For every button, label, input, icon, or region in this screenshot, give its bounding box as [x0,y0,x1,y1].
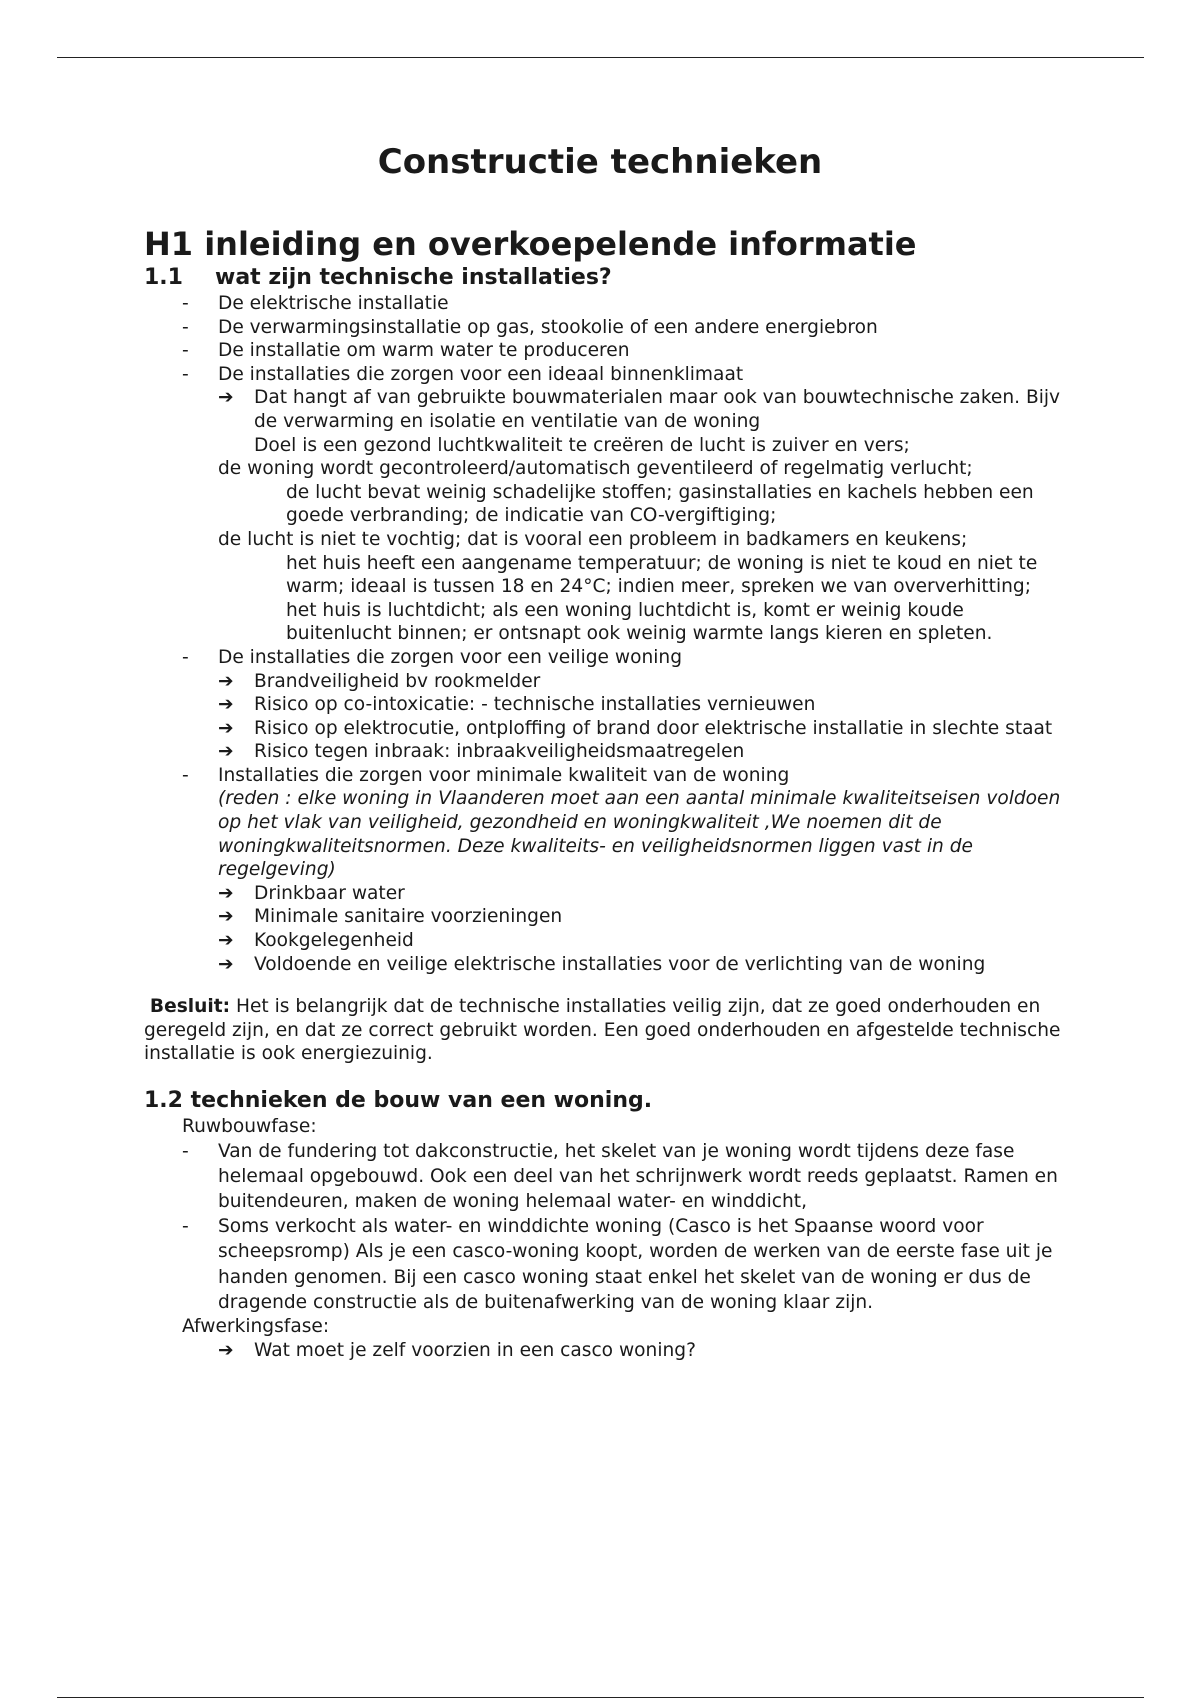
arrow-item [144,670,1064,694]
arrow-right-icon: ➔ [218,717,234,739]
header-rule [57,57,1144,58]
conclusion-label: Besluit: [149,996,231,1018]
arrow-right-icon: ➔ [218,906,234,928]
climate-point: het huis is luchtdicht; als een woning luchtdicht is, komt er weinig koude buitenlucht binnen; er ontsnapt ook weinig warmte langs kieren en spleten. [286,599,993,645]
arrow-item [144,1339,1064,1363]
section-title: wat zijn technische installaties? [215,265,612,290]
arrow-item-text: Brandveiligheid bv rookmelder [254,670,541,692]
conclusion-paragraph [144,995,1064,1066]
climate-goal: Doel is een gezond luchtkwaliteit te creëren de lucht is zuiver en vers; [254,434,910,456]
phase-label: Ruwbouwfase: [182,1116,317,1137]
list-item: - Installaties die zorgen voor minimale kwaliteit van de woning [144,764,1064,788]
arrow-item-text: Risico op co-intoxicatie: - technische installaties vernieuwen [254,694,816,716]
arrow-right-icon: ➔ [218,953,234,975]
arrow-item [144,882,1064,906]
arrow-item [144,717,1064,741]
climate-point: de woning wordt gecontroleerd/automatisch geventileerd of regelmatig verlucht; [218,458,973,480]
section-heading-1-1 [144,264,1064,292]
arrow-item [144,386,1064,433]
list-item: - De elektrische installatie [144,292,1064,316]
arrow-item-text: Voldoende en veilige elektrische installaties voor de verlichting van de woning [254,953,986,975]
phase-label: Afwerkingsfase: [182,1316,330,1338]
arrow-right-icon: ➔ [218,741,234,763]
chapter-heading: H1 inleiding en overkoepelende informatie [144,225,917,263]
list-item: - De installaties die zorgen voor een veilige woning [144,646,1064,670]
arrow-item [144,740,1064,764]
footer-rule [57,1697,1144,1698]
document-body [144,224,1064,1362]
arrow-item-text: Risico tegen inbraak: inbraakveiligheidsmaatregelen [254,741,745,763]
list-item: - Van de fundering tot dakconstructie, het skelet van je woning wordt tijdens deze fase helemaal opgebouwd. Ook een deel van het schrijnwerk wordt reeds geplaatst. Ramen en buitendeuren, maken de woning helemaal water- en winddicht, [144,1139,1064,1215]
list-item: - De verwarmingsinstallatie op gas, stookolie of een andere energiebron [144,316,1064,340]
section-number: 1.1 [144,265,183,290]
quality-reason: (reden : elke woning in Vlaanderen moet aan een aantal minimale kwaliteitseisen voldoen op het vlak van veiligheid, gezondheid en woningkwaliteit ,We noemen dit de woningkwaliteitsnormen. Deze kwaliteits- en veiligheidsnormen liggen vast in de regelgeving) [218,788,1061,881]
arrow-right-icon: ➔ [218,930,234,952]
arrow-item [144,693,1064,717]
arrow-item-text: Drinkbaar water [254,882,405,904]
arrow-right-icon: ➔ [218,1339,234,1361]
list-item: - De installatie om warm water te produceren [144,339,1064,363]
climate-point: de lucht bevat weinig schadelijke stoffen; gasinstallaties en kachels hebben een goede verbranding; de indicatie van CO-vergiftiging; [286,481,1034,527]
arrow-item-text: Kookgelegenheid [254,930,414,952]
arrow-item [144,929,1064,953]
arrow-item [144,953,1064,977]
page-title: Constructie technieken [377,142,823,182]
section-heading-1-2: 1.2 technieken de bouw van een woning. [144,1088,653,1113]
arrow-right-icon: ➔ [218,670,234,692]
arrow-right-icon: ➔ [218,882,234,904]
arrow-right-icon: ➔ [218,387,234,409]
arrow-item [144,905,1064,929]
list-item: - De installaties die zorgen voor een ideaal binnenklimaat [144,363,1064,387]
arrow-item-text: Minimale sanitaire voorzieningen [254,906,563,928]
arrow-item-text: Dat hangt af van gebruikte bouwmaterialen maar ook van bouwtechnische zaken. Bijv de verwarming en isolatie en ventilatie van de woning [254,387,1061,432]
list-item: - Soms verkocht als water- en winddichte woning (Casco is het Spaanse woord voor scheepsromp) Als je een casco-woning koopt, worden de werken van de eerste fase uit je handen genomen. Bij een casco woning staat enkel het skelet van de woning er dus de dragende constructie als de buitenafwerking van de woning klaar zijn. [144,1214,1064,1315]
arrow-item-text: Wat moet je zelf voorzien in een casco woning? [254,1339,696,1361]
conclusion-text: Het is belangrijk dat de technische installaties veilig zijn, dat ze goed onderhouden en geregeld zijn, en dat ze correct gebruikt worden. Een goed onderhouden en afgestelde technische installatie is ook energiezuinig. [144,996,1061,1065]
climate-point: de lucht is niet te vochtig; dat is vooral een probleem in badkamers en keukens; [218,528,968,550]
arrow-right-icon: ➔ [218,694,234,716]
climate-point: het huis heeft een aangename temperatuur; de woning is niet te koud en niet te warm; ideaal is tussen 18 en 24°C; indien meer, spreken we van oververhitting; [286,552,1038,598]
arrow-item-text: Risico op elektrocutie, ontploffing of brand door elektrische installatie in slechte staat [254,717,1053,739]
